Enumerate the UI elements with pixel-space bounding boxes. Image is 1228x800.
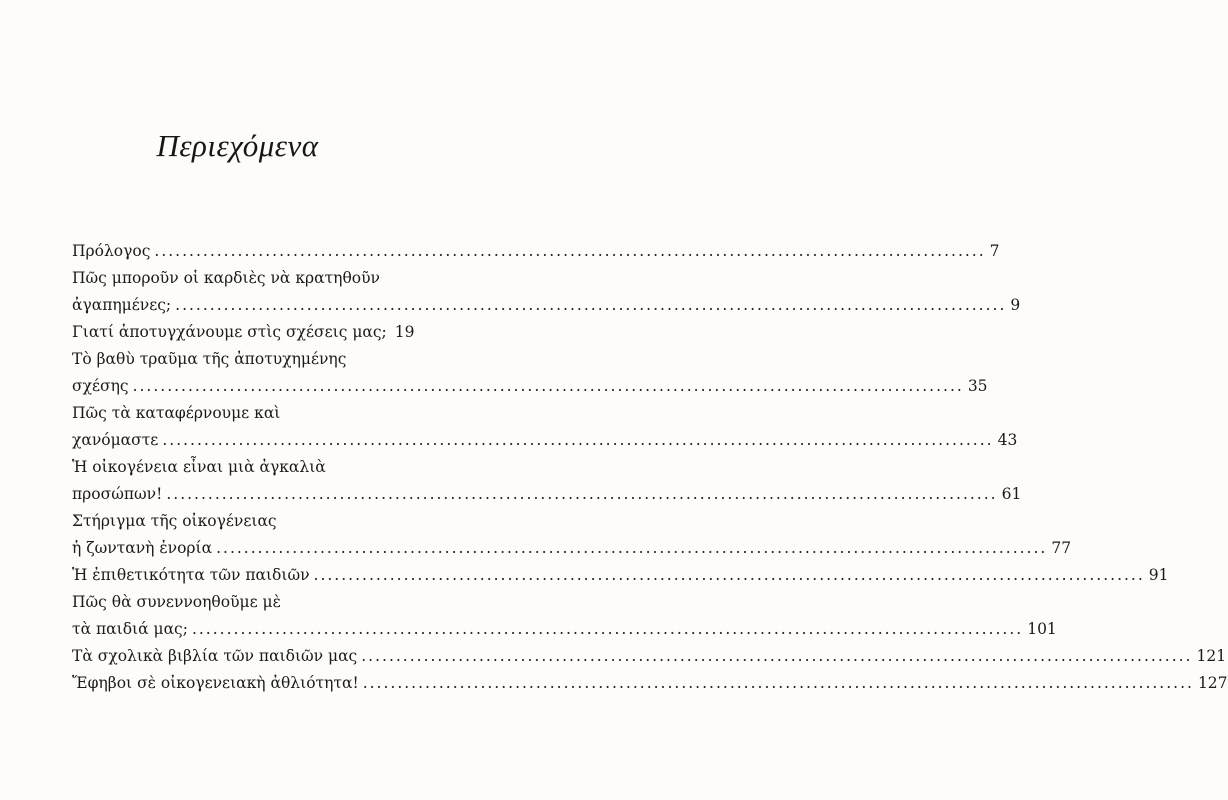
toc-entry: [72, 400, 1018, 454]
dot-leader: ........................................................................................................................: [162, 431, 994, 449]
toc-page-number: 7: [989, 242, 1000, 260]
toc-entry-title: χανόμαστε: [72, 431, 159, 449]
toc-line: [72, 481, 1022, 508]
toc-line: [72, 319, 415, 346]
toc-line: [72, 292, 1021, 319]
toc-entry-title: Πῶς θὰ συνεννοηθοῦμε μὲ: [72, 593, 281, 611]
toc-line: [72, 427, 1018, 454]
toc-entry: [72, 454, 1022, 508]
toc-page-number: 121: [1196, 647, 1227, 665]
toc-page-number: 61: [1001, 485, 1022, 503]
toc-entry-title: Τὸ βαθὺ τραῦμα τῆς ἀποτυχημένης: [72, 350, 347, 368]
toc-entry: [72, 346, 988, 400]
toc-page-number: 43: [997, 431, 1018, 449]
toc-page-number: 127: [1197, 674, 1228, 692]
dot-leader: ........................................................................................................................: [154, 242, 986, 260]
toc-entry: [72, 319, 415, 346]
toc-line: [72, 373, 988, 400]
toc-line: [72, 562, 1169, 589]
toc-entry-title: προσώπων!: [72, 485, 163, 503]
page-title: Περιεχόμενα: [156, 128, 319, 163]
toc-page-number: 19: [394, 323, 415, 341]
dot-leader: ........................................................................................................................: [362, 674, 1194, 692]
toc-line: [72, 238, 1000, 265]
toc-entry: [72, 670, 1228, 697]
toc-entry-title: Ἡ ἐπιθετικότητα τῶν παιδιῶν: [72, 566, 310, 584]
toc-entry-title: Πρόλογος: [72, 242, 151, 260]
toc-page-number: 77: [1051, 539, 1072, 557]
toc-line: [72, 616, 1057, 643]
dot-leader: ........................................................................................................................: [191, 620, 1024, 638]
toc-line: [72, 670, 1228, 697]
toc-entry-title: Πῶς μποροῦν οἱ καρδιὲς νὰ κρατηθοῦν: [72, 269, 380, 287]
toc-line: [72, 346, 402, 373]
toc-page-number: 91: [1148, 566, 1169, 584]
toc-page-number: 9: [1010, 296, 1021, 314]
toc-page-number: 35: [967, 377, 988, 395]
toc-entry: [72, 265, 1021, 319]
toc-entry: [72, 643, 1227, 670]
toc-line: [72, 454, 402, 481]
toc-line: [72, 643, 1227, 670]
toc-entry-title: σχέσης: [72, 377, 129, 395]
toc-entry-title: τὰ παιδιά μας;: [72, 620, 188, 638]
toc-entry-title: Ἔφηβοι σὲ οἰκογενειακὴ ἀθλιότητα!: [72, 674, 359, 692]
toc-entry-title: Τὰ σχολικὰ βιβλία τῶν παιδιῶν μας: [72, 647, 358, 665]
toc-line: [72, 400, 402, 427]
toc-line: [72, 589, 402, 616]
toc-entry-title: ἡ ζωντανὴ ἐνορία: [72, 539, 213, 557]
toc-entry: [72, 589, 1057, 643]
toc-line: [72, 535, 1072, 562]
toc-entry-title: Στήριγμα τῆς οἰκογένειας: [72, 512, 277, 530]
dot-leader: ........................................................................................................................: [313, 566, 1145, 584]
dot-leader: ........................................................................................................................: [175, 296, 1007, 314]
dot-leader: ........................................................................................................................: [166, 485, 998, 503]
dot-leader: ........................................................................................................................: [361, 647, 1193, 665]
toc-entry: [72, 562, 1169, 589]
toc-entry: [72, 238, 1000, 265]
toc-page-number: 101: [1027, 620, 1057, 638]
dot-leader: ........................................................................................................................: [216, 539, 1048, 557]
toc-entry-title: ἀγαπημένες;: [72, 296, 172, 314]
table-of-contents: [72, 238, 1228, 697]
toc-line: [72, 265, 402, 292]
dot-leader: ........................................................................................................................: [132, 377, 964, 395]
toc-line: [72, 508, 402, 535]
toc-entry-title: Πῶς τὰ καταφέρνουμε καὶ: [72, 404, 281, 422]
toc-entry: [72, 508, 1072, 562]
toc-entry-title: Ἡ οἰκογένεια εἶναι μιὰ ἀγκαλιὰ: [72, 458, 326, 476]
toc-entry-title: Γιατί ἀποτυγχάνουμε στὶς σχέσεις μας;: [72, 323, 387, 341]
